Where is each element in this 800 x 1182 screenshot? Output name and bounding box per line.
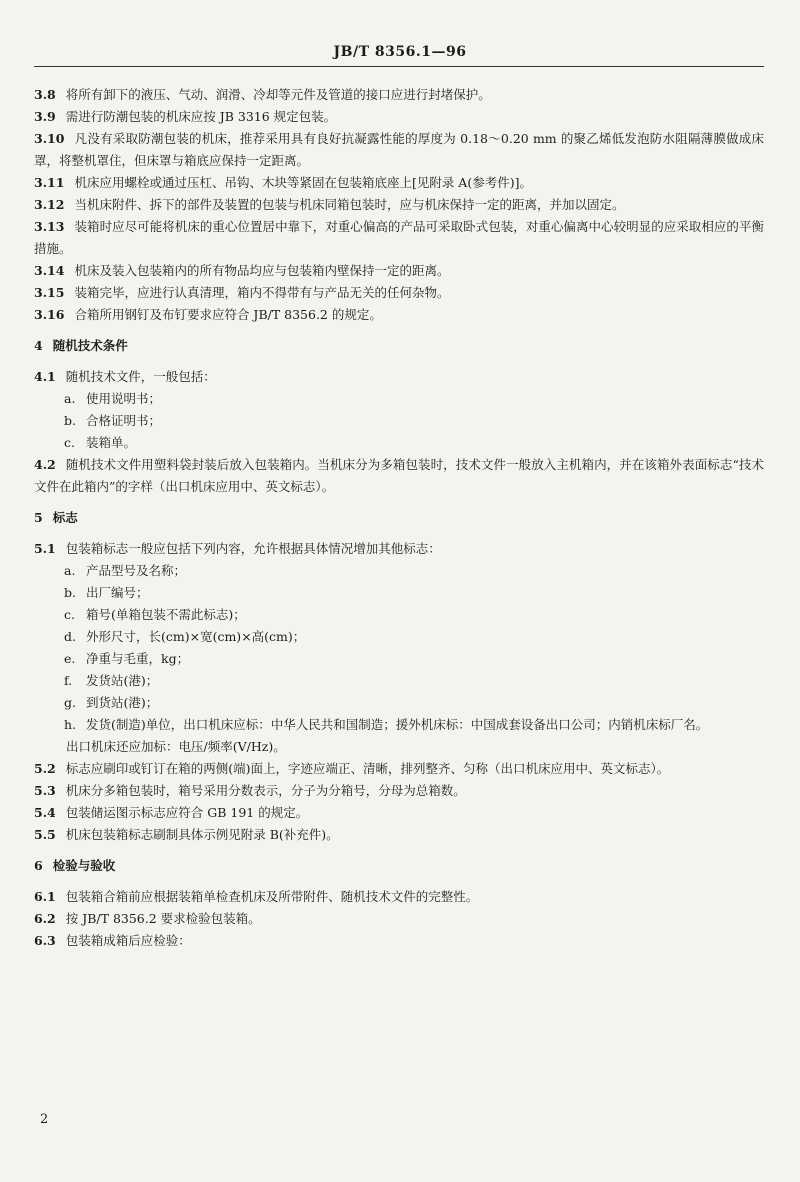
clause-paragraph <box>34 106 764 128</box>
clause-text: 包装箱合箱前应根据装箱单检查机床及所带附件、随机技术文件的完整性。 <box>65 889 479 904</box>
list-item-text: 净重与毛重，kg； <box>86 651 190 666</box>
clause-number: 6.2 <box>34 911 56 926</box>
clause-text: 机床分多箱包装时，箱号采用分数表示，分子为分箱号，分母为总箱数。 <box>65 783 466 798</box>
list-item-letter: h. <box>64 717 77 732</box>
section-title: 随机技术条件 <box>52 338 128 353</box>
list-item-text: 产品型号及名称； <box>86 563 187 578</box>
clause-text: 需进行防潮包装的机床应按 JB 3316 规定包装。 <box>65 109 337 124</box>
list-item-text: 箱号(单箱包装不需此标志)； <box>86 607 246 622</box>
clause-number: 3.12 <box>34 197 65 212</box>
clause-text: 包装箱标志一般应包括下列内容，允许根据具体情况增加其他标志： <box>65 541 441 556</box>
clause-paragraph <box>34 260 764 282</box>
section-title: 标志 <box>52 510 78 525</box>
clause-number: 3.11 <box>34 175 65 190</box>
clause-paragraph <box>34 802 764 824</box>
page-number: 2 <box>40 1112 49 1127</box>
header-rule <box>34 66 764 67</box>
clause-text: 机床应用螺栓或通过压杠、吊钩、木块等紧固在包装箱底座上[见附录 A(参考件)]。 <box>74 175 532 190</box>
clause-paragraph <box>34 172 764 194</box>
list-item-text: 发货(制造)单位，出口机床应标：中华人民共和国制造；援外机床标：中国成套设备出口公司；内销机床标厂名。 <box>86 717 709 732</box>
list-item-letter: e. <box>64 651 76 666</box>
clause-text: 包装箱成箱后应检验： <box>65 933 191 948</box>
clause-number: 5.1 <box>34 541 56 556</box>
clause-text: 机床及装入包装箱内的所有物品均应与包装箱内壁保持一定的距离。 <box>74 263 450 278</box>
clause-paragraph <box>34 886 764 908</box>
clause-number: 5.5 <box>34 827 56 842</box>
list-item <box>34 670 764 692</box>
list-item-text: 发货站(港)； <box>86 673 159 688</box>
continuation-line <box>34 736 764 758</box>
document-body <box>34 84 764 952</box>
list-item-text: 出厂编号； <box>86 585 149 600</box>
clause-number: 5.2 <box>34 761 56 776</box>
list-item-letter: c. <box>64 607 75 622</box>
list-item <box>34 692 764 714</box>
list-item-letter: b. <box>64 585 76 600</box>
list-item-text: 外形尺寸，长(cm)×宽(cm)×高(cm)； <box>86 629 306 644</box>
clause-text: 装箱时应尽可能将机床的重心位置居中靠下，对重心偏高的产品可采取卧式包装，对重心偏离中心较明显的应采取相应的平衡措施。 <box>34 219 764 256</box>
section-title: 检验与验收 <box>52 858 116 873</box>
list-item-text: 装箱单。 <box>86 435 137 450</box>
clause-number: 6.3 <box>34 933 56 948</box>
list-item-letter: b. <box>64 413 76 428</box>
clause-text: 标志应刷印或钉订在箱的两侧(端)面上，字迹应端正、清晰，排列整齐、匀称（出口机床应用中、英文标志）。 <box>65 761 670 776</box>
list-item-text: 合格证明书； <box>86 413 162 428</box>
clause-text: 将所有卸下的液压、气动、润滑、冷却等元件及管道的接口应进行封堵保护。 <box>65 87 491 102</box>
section-number: 6 <box>34 858 43 873</box>
clause-paragraph <box>34 366 764 388</box>
section-number: 5 <box>34 510 43 525</box>
clause-paragraph <box>34 454 764 498</box>
list-item-letter: g. <box>64 695 76 710</box>
clause-paragraph <box>34 930 764 952</box>
list-item-letter: f. <box>64 673 73 688</box>
clause-number: 4.2 <box>34 457 56 472</box>
section-heading <box>34 507 764 529</box>
clause-paragraph <box>34 282 764 304</box>
page-header: JB/T 8356.1—96 <box>333 44 467 60</box>
clause-text: 合箱所用钢钉及布钉要求应符合 JB/T 8356.2 的规定。 <box>74 307 382 322</box>
clause-text: 按 JB/T 8356.2 要求检验包装箱。 <box>65 911 261 926</box>
list-item <box>34 582 764 604</box>
list-item <box>34 410 764 432</box>
clause-text: 随机技术文件用塑料袋封装后放入包装箱内。当机床分为多箱包装时，技术文件一般放入主机箱内，并在该箱外表面标志“技术文件在此箱内”的字样（出口机床应用中、英文标志）。 <box>34 457 764 494</box>
clause-paragraph <box>34 780 764 802</box>
clause-text: 机床包装箱标志刷制具体示例见附录 B(补充件)。 <box>65 827 339 842</box>
list-item <box>34 560 764 582</box>
clause-text: 装箱完毕，应进行认真清理，箱内不得带有与产品无关的任何杂物。 <box>74 285 450 300</box>
list-item-text: 到货站(港)； <box>86 695 159 710</box>
clause-number: 3.9 <box>34 109 56 124</box>
continuation-text: 出口机床还应加标：电压/频率(V/Hz)。 <box>66 739 286 754</box>
list-item-letter: d. <box>64 629 76 644</box>
clause-paragraph <box>34 128 764 172</box>
clause-text: 凡没有采取防潮包装的机床，推荐采用具有良好抗凝露性能的厚度为 0.18～0.20 mm 的聚乙烯低发泡防水阻隔薄膜做成床罩，将整机罩住，但床罩与箱底应保持一定距离。 <box>34 131 764 168</box>
list-item <box>34 626 764 648</box>
clause-number: 5.3 <box>34 783 56 798</box>
clause-number: 3.8 <box>34 87 56 102</box>
clause-text: 随机技术文件，一般包括： <box>65 369 216 384</box>
list-item <box>34 432 764 454</box>
clause-paragraph <box>34 758 764 780</box>
list-item <box>34 604 764 626</box>
list-item-letter: c. <box>64 435 75 450</box>
list-item-text: 使用说明书； <box>86 391 162 406</box>
clause-number: 3.13 <box>34 219 65 234</box>
list-item <box>34 648 764 670</box>
clause-text: 包装储运图示标志应符合 GB 191 的规定。 <box>65 805 309 820</box>
clause-paragraph <box>34 824 764 846</box>
section-heading <box>34 855 764 877</box>
clause-number: 3.14 <box>34 263 65 278</box>
list-item <box>34 388 764 410</box>
section-heading <box>34 335 764 357</box>
clause-number: 3.16 <box>34 307 65 322</box>
clause-paragraph <box>34 538 764 560</box>
clause-number: 5.4 <box>34 805 56 820</box>
list-item <box>34 714 764 736</box>
section-number: 4 <box>34 338 43 353</box>
clause-text: 当机床附件、拆下的部件及装置的包装与机床同箱包装时，应与机床保持一定的距离，并加以固定。 <box>74 197 625 212</box>
clause-paragraph <box>34 908 764 930</box>
clause-paragraph <box>34 304 764 326</box>
clause-number: 3.15 <box>34 285 65 300</box>
clause-number: 6.1 <box>34 889 56 904</box>
list-item-letter: a. <box>64 563 76 578</box>
list-item-letter: a. <box>64 391 76 406</box>
clause-paragraph <box>34 194 764 216</box>
clause-paragraph <box>34 84 764 106</box>
clause-number: 4.1 <box>34 369 56 384</box>
clause-number: 3.10 <box>34 131 65 146</box>
clause-paragraph <box>34 216 764 260</box>
